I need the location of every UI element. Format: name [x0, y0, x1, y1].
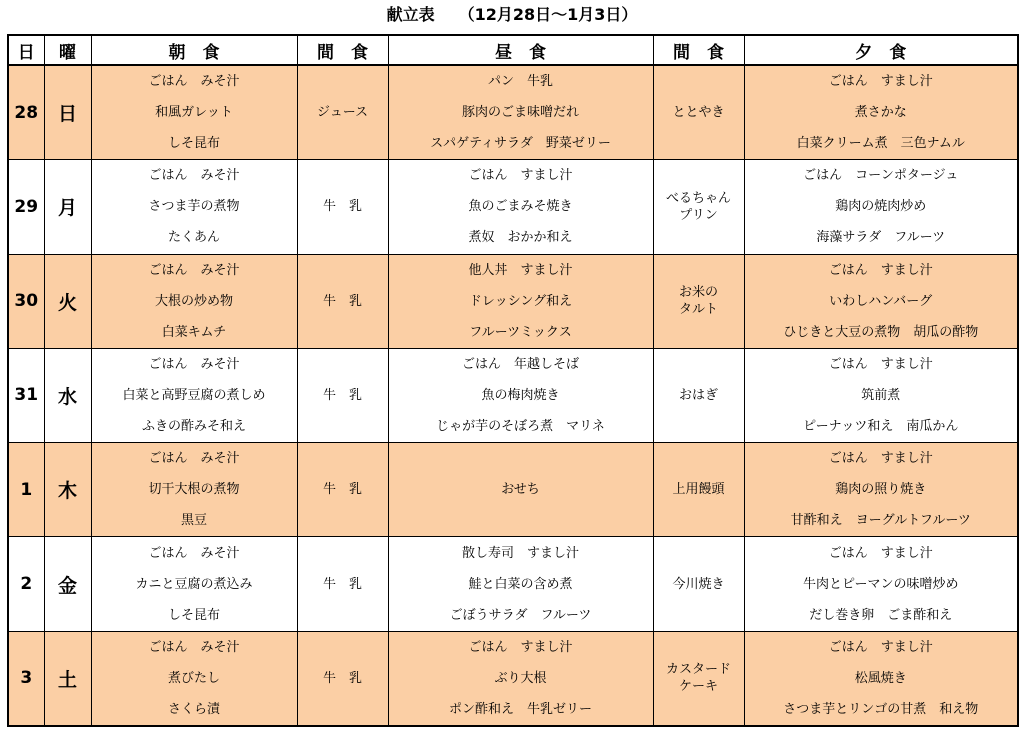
- menu-item: 上用饅頭: [672, 482, 725, 498]
- menu-item: 散し寿司 すまし汁: [461, 545, 579, 561]
- menu-item: しそ昆布: [167, 607, 220, 623]
- menu-item: ごはん すまし汁: [828, 639, 933, 655]
- menu-table: [7, 34, 1019, 727]
- menu-item: 魚の梅肉焼き: [481, 387, 560, 403]
- menu-item: 牛 乳: [322, 576, 362, 592]
- menu-item: お米の: [678, 285, 718, 301]
- menu-item: 鶏肉の照り焼き: [835, 482, 927, 498]
- menu-item: 牛 乳: [322, 387, 362, 403]
- header-lunch: 昼 食: [388, 35, 653, 65]
- menu-item: さつま芋の煮物: [148, 199, 240, 215]
- menu-item: だし巻き卵 ごま酢和え: [809, 607, 953, 623]
- menu-item: スパゲティサラダ 野菜ゼリー: [430, 136, 611, 152]
- lunch-cell: [388, 254, 653, 348]
- snack-1-cell: [297, 443, 388, 537]
- menu-item: さつま芋とリンゴの甘煮 和え物: [783, 701, 979, 717]
- menu-item: プリン: [679, 207, 718, 223]
- menu-item: おはぎ: [678, 387, 718, 403]
- menu-item: 筑前煮: [861, 387, 901, 403]
- menu-item: カニと豆腐の煮込み: [135, 576, 253, 592]
- table-row: [8, 160, 1018, 254]
- weekday-cell: 木: [44, 443, 91, 537]
- menu-item: 他人丼 すまし汁: [468, 262, 573, 278]
- menu-item: ごはん すまし汁: [828, 545, 933, 561]
- menu-item: おせち: [501, 482, 540, 498]
- breakfast-cell: [91, 443, 297, 537]
- weekday-cell: 水: [44, 348, 91, 442]
- dinner-cell: [744, 537, 1018, 631]
- menu-item: ごはん みそ汁: [148, 545, 240, 561]
- menu-item: 煮びたし: [167, 670, 220, 686]
- table-row: [8, 631, 1018, 726]
- day-cell: 30: [8, 254, 44, 348]
- menu-body: [8, 65, 1018, 726]
- menu-item: 鶏肉の焼肉炒め: [835, 199, 927, 215]
- header-dinner: 夕 食: [744, 35, 1018, 65]
- breakfast-cell: [91, 65, 297, 160]
- menu-item: さくら漬: [167, 701, 220, 717]
- menu-item: ごはん すまし汁: [468, 168, 573, 184]
- weekday-cell: 火: [44, 254, 91, 348]
- menu-item: ひじきと大豆の煮物 胡瓜の酢物: [783, 324, 979, 340]
- snack-1-cell: [297, 160, 388, 254]
- menu-item: 牛 乳: [322, 199, 362, 215]
- menu-item: ドレッシング和え: [468, 293, 573, 309]
- header-dow: 曜: [44, 35, 91, 65]
- menu-item: 牛肉とピーマンの味噌炒め: [803, 576, 959, 592]
- lunch-cell: [388, 348, 653, 442]
- lunch-cell: [388, 631, 653, 726]
- menu-item: 白菜クリーム煮 三色ナムル: [796, 136, 965, 152]
- menu-item: ふきの酢みそ和え: [141, 418, 246, 434]
- snack-2-cell: [653, 443, 744, 537]
- menu-item: ごはん みそ汁: [148, 262, 240, 278]
- menu-item: ごはん みそ汁: [148, 639, 240, 655]
- menu-item: ごはん すまし汁: [468, 639, 573, 655]
- breakfast-cell: [91, 348, 297, 442]
- snack-1-cell: [297, 348, 388, 442]
- weekday-cell: 日: [44, 65, 91, 160]
- menu-item: ごはん すまし汁: [828, 451, 933, 467]
- menu-item: たくあん: [167, 230, 220, 246]
- weekday-cell: 土: [44, 631, 91, 726]
- menu-item: 切干大根の煮物: [148, 482, 240, 498]
- snack-1-cell: [297, 537, 388, 631]
- day-cell: 3: [8, 631, 44, 726]
- menu-item: ごぼうサラダ フルーツ: [449, 607, 592, 623]
- menu-item: ピーナッツ和え 南瓜かん: [803, 418, 959, 434]
- menu-item: 黒豆: [180, 513, 207, 529]
- menu-item: べるちゃん: [665, 190, 731, 206]
- day-cell: 1: [8, 443, 44, 537]
- menu-item: 白菜と高野豆腐の煮しめ: [122, 387, 266, 403]
- menu-item: 牛 乳: [322, 293, 362, 309]
- menu-item: ごはん みそ汁: [148, 74, 240, 90]
- menu-item: タルト: [678, 302, 718, 318]
- menu-item: 大根の炒め物: [154, 293, 233, 309]
- menu-item: しそ昆布: [167, 136, 220, 152]
- snack-2-cell: [653, 160, 744, 254]
- menu-item: 甘酢和え ヨーグルトフルーツ: [790, 513, 971, 529]
- snack-2-cell: [653, 348, 744, 442]
- menu-item: フルーツミックス: [469, 324, 572, 340]
- menu-item: ごはん すまし汁: [828, 262, 933, 278]
- menu-item: 今川焼き: [672, 576, 725, 592]
- dinner-cell: [744, 631, 1018, 726]
- table-row: [8, 348, 1018, 442]
- snack-2-cell: [653, 65, 744, 160]
- snack-2-cell: [653, 631, 744, 726]
- snack-2-cell: [653, 537, 744, 631]
- menu-item: ごはん みそ汁: [148, 451, 240, 467]
- breakfast-cell: [91, 537, 297, 631]
- table-row: [8, 254, 1018, 348]
- menu-item: じゃが芋のそぼろ煮 マリネ: [436, 418, 605, 434]
- menu-item: パン 牛乳: [487, 74, 553, 90]
- dinner-cell: [744, 160, 1018, 254]
- menu-item: 煮さかな: [854, 105, 907, 121]
- header-day: 日: [8, 35, 44, 65]
- day-cell: 31: [8, 348, 44, 442]
- lunch-cell: [388, 65, 653, 160]
- breakfast-cell: [91, 631, 297, 726]
- menu-item: 鮭と白菜の含め煮: [468, 576, 573, 592]
- snack-1-cell: [297, 631, 388, 726]
- menu-item: ととやき: [672, 105, 725, 121]
- header-row: [8, 35, 1018, 65]
- table-row: [8, 537, 1018, 631]
- dinner-cell: [744, 443, 1018, 537]
- weekday-cell: 月: [44, 160, 91, 254]
- day-cell: 2: [8, 537, 44, 631]
- menu-item: 白菜キムチ: [161, 324, 227, 340]
- page-title: 献立表 （12月28日～1月3日）: [386, 5, 638, 24]
- menu-item: ポン酢和え 牛乳ゼリー: [448, 701, 592, 717]
- dinner-cell: [744, 348, 1018, 442]
- table-row: [8, 443, 1018, 537]
- header-snack-2: 間 食: [653, 35, 744, 65]
- menu-item: ぶり大根: [494, 670, 547, 686]
- menu-item: いわしハンバーグ: [829, 293, 933, 309]
- menu-item: ごはん コーンポタージュ: [803, 168, 959, 184]
- snack-2-cell: [653, 254, 744, 348]
- weekday-cell: 金: [44, 537, 91, 631]
- menu-item: 牛 乳: [322, 482, 362, 498]
- lunch-cell: [388, 537, 653, 631]
- day-cell: 28: [8, 65, 44, 160]
- lunch-cell: [388, 160, 653, 254]
- menu-item: ごはん すまし汁: [828, 74, 933, 90]
- header-snack-1: 間 食: [297, 35, 388, 65]
- menu-item: 煮奴 おかか和え: [468, 230, 573, 246]
- day-cell: 29: [8, 160, 44, 254]
- lunch-cell: [388, 443, 653, 537]
- menu-item: カスタード: [665, 662, 731, 678]
- snack-1-cell: [297, 254, 388, 348]
- menu-item: 和風ガレット: [155, 105, 233, 121]
- snack-1-cell: [297, 65, 388, 160]
- menu-item: ごはん みそ汁: [148, 356, 240, 372]
- menu-item: ごはん すまし汁: [828, 356, 933, 372]
- menu-item: ごはん 年越しそば: [461, 356, 579, 372]
- table-row: [8, 65, 1018, 160]
- menu-item: 海藻サラダ フルーツ: [816, 230, 946, 246]
- menu-item: 豚肉のごま味噌だれ: [461, 105, 579, 121]
- menu-item: 松風焼き: [854, 670, 907, 686]
- menu-item: 魚のごまみそ焼き: [468, 199, 573, 215]
- menu-item: ジュース: [316, 105, 369, 121]
- header-breakfast: 朝 食: [91, 35, 297, 65]
- menu-item: ごはん みそ汁: [148, 168, 240, 184]
- menu-item: 牛 乳: [322, 670, 362, 686]
- breakfast-cell: [91, 160, 297, 254]
- breakfast-cell: [91, 254, 297, 348]
- menu-item: ケーキ: [678, 679, 718, 695]
- dinner-cell: [744, 254, 1018, 348]
- dinner-cell: [744, 65, 1018, 160]
